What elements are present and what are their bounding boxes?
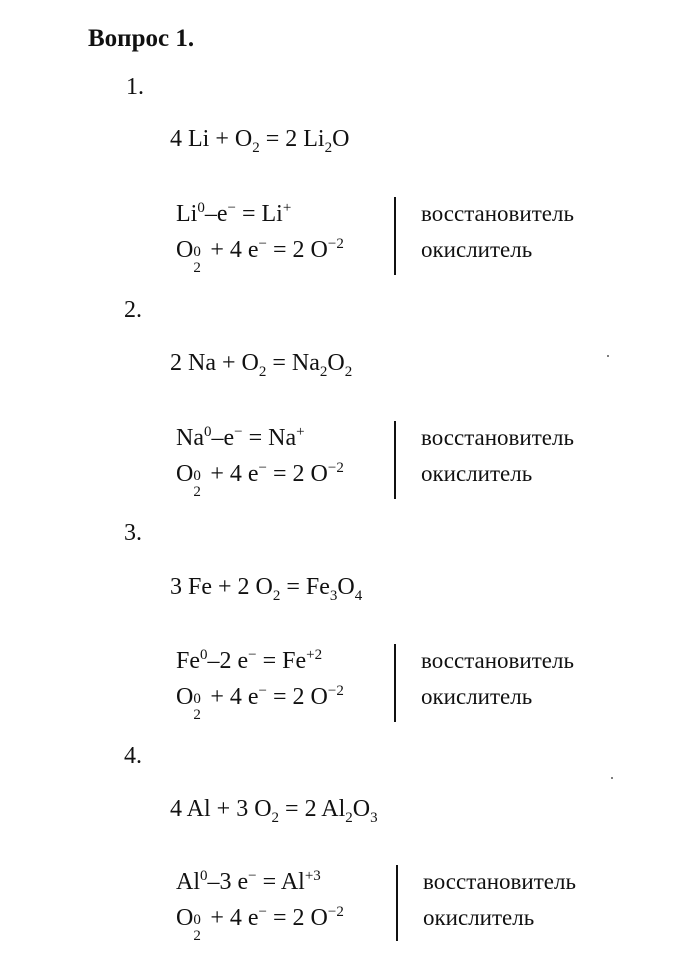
- role-label: окислитель: [421, 237, 533, 262]
- role-label: восстановитель: [421, 425, 574, 450]
- divider-bar: [394, 197, 396, 275]
- item-number: 2.: [124, 297, 142, 323]
- half-reaction-reducer: $Li^0-e^- = Li^+$: [176, 200, 292, 227]
- half-reaction-reducer: Fe$^0$–2 $e^- = Fe^{+2}$: [176, 647, 323, 674]
- role-label: восстановитель: [421, 201, 574, 226]
- role-label: окислитель: [421, 684, 533, 709]
- question-heading: Вопрос 1.: [88, 25, 195, 52]
- role-label: восстановитель: [421, 648, 574, 673]
- half-reaction-oxidizer: O 0 2 + 4 e− = 2 $O^{-2}$: [176, 236, 344, 276]
- role-label: восстановитель: [423, 869, 576, 894]
- half-reaction-oxidizer: O 0 2 + 4 e− = 2 $O^{-2}$: [176, 460, 344, 500]
- scan-speck: [611, 777, 613, 779]
- half-reaction-reducer: Al$^0$–3 $e^- = Al^{+3}$: [176, 868, 321, 895]
- item-number: 1.: [126, 74, 144, 100]
- divider-bar: [396, 865, 398, 941]
- equation: 3 Fe + 2 $O_2 = Fe_3O_4$: [170, 574, 363, 604]
- role-label: окислитель: [421, 461, 533, 486]
- half-reaction-oxidizer: O 0 2 + 4 e− = 2 $O^{-2}$: [176, 904, 344, 944]
- half-reaction-oxidizer: O 0 2 + 4 e− = 2 $O^{-2}$: [176, 683, 344, 723]
- item-number: 4.: [124, 743, 142, 769]
- divider-bar: [394, 644, 396, 722]
- divider-bar: [394, 421, 396, 499]
- equation: 2 $Na + O_2 = Na_2O_2$: [170, 350, 353, 380]
- item-number: 3.: [124, 520, 142, 546]
- role-label: окислитель: [423, 905, 535, 930]
- equation: 4 Al + 3 $O_2 = 2$ $Al_2O_3$: [170, 796, 378, 826]
- half-reaction-reducer: $Na^0-e^- = Na^+$: [176, 424, 305, 451]
- scan-speck: [607, 355, 609, 357]
- equation: 4 $Li + O_2 = 2$ $Li_2O$: [170, 126, 350, 156]
